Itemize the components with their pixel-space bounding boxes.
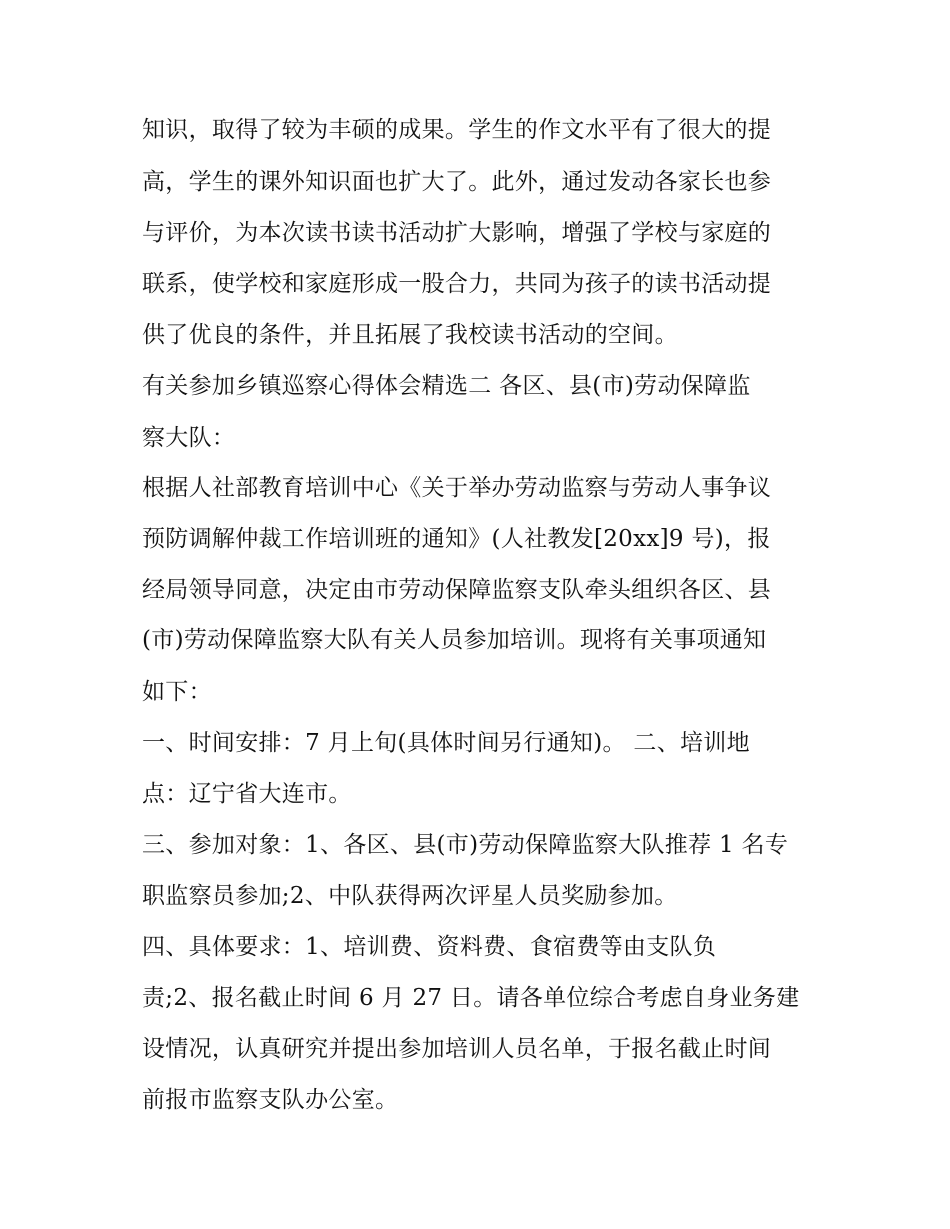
text-line: 职监察员参加;2、中队获得两次评星人员奖励参加。 xyxy=(142,883,678,909)
text-line: 察大队： xyxy=(142,425,236,451)
text-line: 预防调解仲裁工作培训班的通知》(人社教发[20xx]9 号)，报 xyxy=(142,526,771,552)
text-line: 责;2、报名截止时间 6 月 27 日。请各单位综合考虑自身业务建 xyxy=(142,985,800,1011)
text-line: 前报市监察支队办公室。 xyxy=(142,1087,399,1113)
text-line: 一、时间安排：7 月上旬(具体时间另行通知)。 二、培训地 xyxy=(142,730,750,756)
text-line: 高，学生的课外知识面也扩大了。此外，通过发动各家长也参 xyxy=(142,169,772,195)
text-line: 经局领导同意，决定由市劳动保障监察支队牵头组织各区、县 xyxy=(142,577,772,603)
text-line: 四、具体要求：1、培训费、资料费、食宿费等由支队负 xyxy=(142,934,717,960)
text-line: 有关参加乡镇巡察心得体会精选二 各区、县(市)劳动保障监 xyxy=(142,373,751,399)
text-line: 联系，使学校和家庭形成一股合力，共同为孩子的读书活动提 xyxy=(142,271,772,297)
text-line: 点：辽宁省大连市。 xyxy=(142,781,352,807)
text-line: 知识，取得了较为丰硕的成果。学生的作文水平有了很大的提 xyxy=(142,117,772,143)
text-line: 如下： xyxy=(142,679,212,705)
text-line: 三、参加对象：1、各区、县(市)劳动保障监察大队推荐 1 名专 xyxy=(142,832,789,858)
text-line: 设情况，认真研究并提出参加培训人员名单，于报名截止时间 xyxy=(142,1036,772,1062)
text-line: 与评价，为本次读书读书活动扩大影响，增强了学校与家庭的 xyxy=(142,220,772,246)
text-line: 根据人社部教育培训中心《关于举办劳动监察与劳动人事争议 xyxy=(142,475,772,501)
text-line: (市)劳动保障监察大队有关人员参加培训。现将有关事项通知 xyxy=(142,627,767,653)
text-line: 供了优良的条件，并且拓展了我校读书活动的空间。 xyxy=(142,322,678,348)
